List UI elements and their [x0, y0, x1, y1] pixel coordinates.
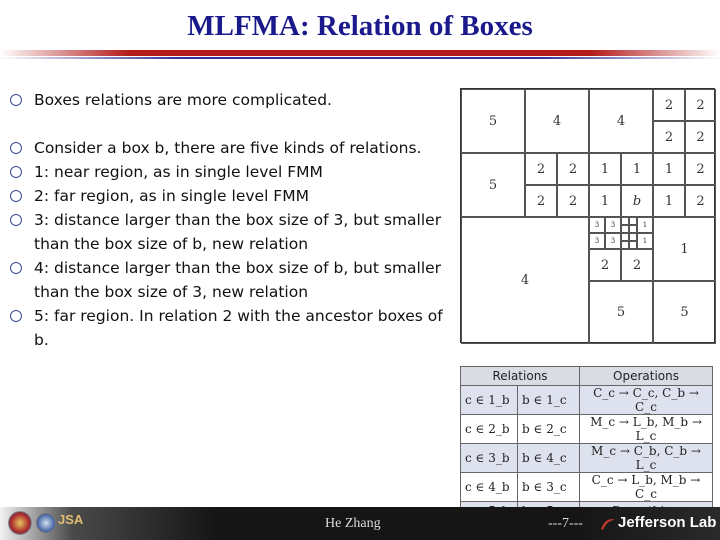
box-region: 5 — [589, 281, 653, 344]
box-region: 1 — [653, 153, 685, 185]
doe-seal-icon — [8, 511, 32, 535]
box-region — [629, 225, 637, 233]
box-region: 2 — [557, 153, 589, 185]
bullet-item: 4: distance larger than the box size of b, but smaller than the box size of 3, new relation — [10, 256, 458, 304]
box-region: 2 — [621, 249, 653, 281]
circle-bullet-icon — [10, 262, 22, 274]
table-row: c ∈ 1_b b ∈ 1_c C_c → C_c, C_b → C_c — [461, 386, 713, 415]
operations-header: Operations — [580, 367, 713, 386]
box-region: 2 — [685, 121, 716, 153]
circle-bullet-icon — [10, 214, 22, 226]
box-region: 3 — [605, 233, 621, 249]
circle-bullet-icon — [10, 190, 22, 202]
relations-header: Relations — [461, 367, 580, 386]
box-region: 1 — [589, 153, 621, 185]
box-region — [629, 217, 637, 225]
bullet-item: 5: far region. In relation 2 with the ancestor boxes of b. — [10, 304, 458, 352]
bullet-item: 1: near region, as in single level FMM — [10, 160, 458, 184]
bullet-item: Boxes relations are more complicated. — [10, 88, 458, 112]
box-region: 2 — [589, 249, 621, 281]
box-region — [629, 241, 637, 249]
box-region: 4 — [589, 89, 653, 153]
box-region: 2 — [685, 153, 716, 185]
box-region: 2 — [525, 153, 557, 185]
box-region: 2 — [685, 89, 716, 121]
jefferson-lab-logo: Jefferson Lab — [618, 514, 717, 531]
circle-bullet-icon — [10, 142, 22, 154]
table-row: c ∈ 2_b b ∈ 2_c M_c → L_b, M_b → L_c — [461, 415, 713, 444]
circle-bullet-icon — [10, 166, 22, 178]
jlab-swoosh-icon — [600, 517, 616, 531]
box-region: 1 — [653, 185, 685, 217]
box-region: 5 — [461, 153, 525, 217]
footer-author: He Zhang — [325, 516, 381, 531]
box-region: 1 — [653, 217, 716, 281]
box-region — [621, 233, 629, 241]
box-region — [629, 233, 637, 241]
box-region: 1 — [637, 233, 653, 249]
bullet-item: 2: far region, as in single level FMM — [10, 184, 458, 208]
slide-title: MLFMA: Relation of Boxes — [187, 10, 533, 42]
circle-bullet-icon — [10, 310, 22, 322]
jsa-logo-icon: JSA — [58, 512, 84, 527]
box-region: 4 — [461, 217, 589, 344]
box-region: 5 — [653, 281, 716, 344]
bullet-item: 3: distance larger than the box size of 3, but smaller than the box size of b, new relation — [10, 208, 458, 256]
box-b: b — [621, 185, 653, 217]
box-region: 2 — [653, 89, 685, 121]
box-region: 2 — [525, 185, 557, 217]
box-region: 2 — [653, 121, 685, 153]
bullet-item: Consider a box b, there are five kinds of relations. — [10, 136, 458, 160]
table-row: c ∈ 3_b b ∈ 4_c M_c → C_b, C_b → L_c — [461, 444, 713, 473]
box-region: 5 — [461, 89, 525, 153]
box-region: 4 — [525, 89, 589, 153]
box-region: 1 — [621, 153, 653, 185]
circle-bullet-icon — [10, 94, 22, 106]
box-region — [621, 217, 629, 225]
box-region — [621, 225, 629, 233]
table-header-row — [461, 367, 713, 386]
box-region: 2 — [685, 185, 716, 217]
box-region: 3 — [589, 233, 605, 249]
box-region: 1 — [589, 185, 621, 217]
box-region: 3 — [589, 217, 605, 233]
box-region — [621, 241, 629, 249]
box-relation-diagram — [460, 88, 715, 343]
box-region: 1 — [637, 217, 653, 233]
title-divider-secondary — [0, 57, 720, 59]
relations-table — [460, 366, 713, 521]
page-number: ---7--- — [548, 516, 583, 531]
box-region: 2 — [557, 185, 589, 217]
title-divider — [0, 50, 720, 56]
globe-logo-icon — [36, 513, 56, 533]
box-region: 3 — [605, 217, 621, 233]
table-row: c ∈ 4_b b ∈ 3_c C_c → L_b, M_b → C_c — [461, 473, 713, 502]
bullet-list — [10, 88, 458, 352]
